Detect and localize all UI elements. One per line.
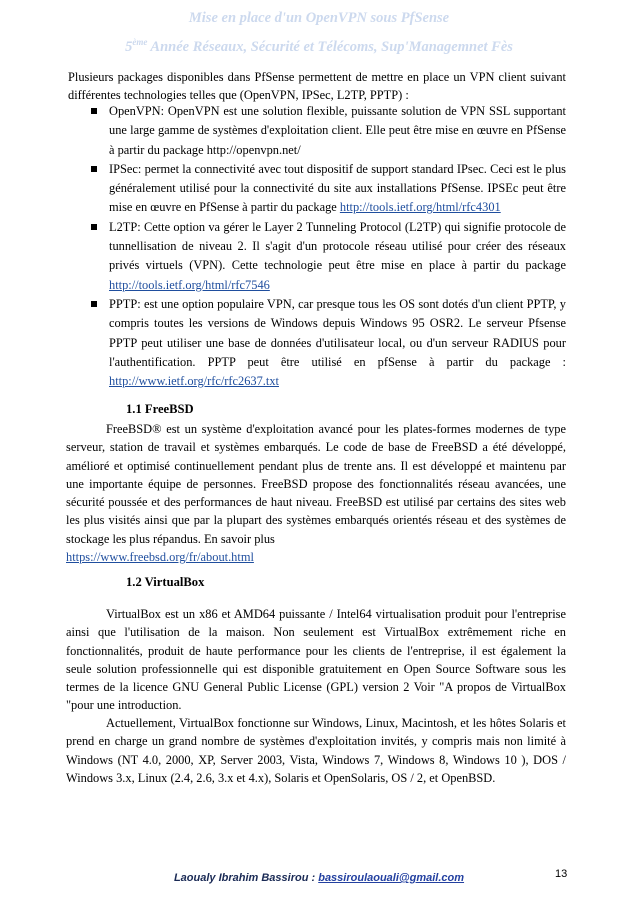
page-number: 13 (555, 868, 568, 880)
header-title: Mise en place d'un OpenVPN sous PfSense (188, 10, 450, 26)
list-item-text: IPSec: permet la connectivité avec tout dispositif de support standard IPsec. Ceci est le plus généralement utilisé pour la connectivité du site aux installations PfSense. IPSEc peut être mise en œuvre en PfSense à partir du package (109, 161, 566, 215)
list-item (87, 295, 566, 391)
virtualbox-paragraph-2 (66, 714, 566, 787)
section-heading-virtualbox: 1.2 VirtualBox (126, 575, 205, 589)
intro-paragraph: Plusieurs packages disponibles dans PfSense permettent de mettre en place un VPN client suivant différentes technologies telles que (OpenVPN, IPSec, L2TP, PPTP) : (68, 70, 566, 103)
list-item (87, 218, 566, 295)
footer-author: Laoualy Ibrahim Bassirou : (173, 872, 319, 884)
list-item (87, 160, 566, 218)
list-item-text: PPTP: est une option populaire VPN, car presque tous les OS sont dotés d'un client PPTP, y compris toutes les versions de Windows depuis Windows 95 OSR2. Le serveur Pfsense PPTP peut utiliser une base de données d'utilisateur local, ou d'un serveur RADIUS pour l'authentification. PPTP peut être utilisé en pfSense à partir du package : (109, 296, 566, 369)
virtualbox-text-2: Actuellement, VirtualBox fonctionne sur Windows, Linux, Macintosh, et les hôtes Solaris et prend en charge un grand nombre de systèmes d'exploitation invités, y compris mais non limité à Windows (NT 4.0, 2000, XP, Server 2003, Vista, Windows 7, Windows 8, Windows 10 ), DOS / Windows 3.x, Linux (2.4, 2.6, 3.x et 4.x), Solaris et OpenSolaris, OS / 2, et OpenBSD. (66, 716, 566, 785)
virtualbox-text-1: VirtualBox est un x86 et AMD64 puissante / Intel64 virtualisation produit pour l'entreprise ainsi que l'utilisation de la maison. Non seulement est VirtualBox extrêmement riche en fonctionnalités, produit de haute performance pour les clients de l'entreprise, il est également la seule solution professionnelle qui est disponible gratuitement en Open Source Software sous les termes de la licence GNU General Public License (GPL) version 2 Voir "A propos de VirtualBox "pour une introduction. (66, 607, 566, 713)
header-program: Année Réseaux, Sécurité et Télécoms, Sup'Managemnet Fès (147, 38, 513, 55)
list-item-link[interactable]: http://tools.ietf.org/html/rfc7546 (109, 277, 270, 292)
freebsd-paragraph (66, 420, 566, 566)
list-item-link[interactable]: http://tools.ietf.org/html/rfc4301 (339, 200, 501, 215)
page-footer (0, 872, 638, 884)
vpn-technologies-list (87, 102, 566, 391)
header-year-suffix: ème (132, 37, 148, 47)
list-item-text: OpenVPN: OpenVPN est une solution flexible, puissante solution de VPN SSL supportant une large gamme de systèmes d'exploitation client. Elle peut être mise en œuvre en PfSense à partir du package http://openvpn.net/ (109, 104, 566, 157)
list-item-link[interactable]: http://www.ietf.org/rfc/rfc2637.txt (109, 374, 279, 389)
list-item (87, 102, 566, 160)
freebsd-link[interactable]: https://www.freebsd.org/fr/about.html (66, 550, 254, 565)
section-heading-freebsd: 1.1 FreeBSD (126, 402, 194, 416)
header-subtitle (0, 37, 638, 56)
footer-email-link[interactable]: bassiroulaouali@gmail.com (318, 872, 465, 884)
virtualbox-paragraph-1 (66, 605, 566, 715)
freebsd-text: FreeBSD® est un système d'exploitation avancé pour les plates-formes modernes de type serveur, station de travail et systèmes embarqués. Le code de base de FreeBSD a été développé, amélioré et optimisé continuellement pendant plus de trente ans. Il est développé et maintenu par une importante équipe de personnes. FreeBSD propose des fonctionnalités réseau avancées, une sécurité poussée et des performances de haut niveau. FreeBSD est utilisé par certains des sites web les plus visités ainsi que par la plupart des systèmes embarqués orientés réseau et des systèmes de stockage les plus répandus. En savoir plus (66, 422, 566, 546)
header-year: 5 (125, 38, 133, 55)
list-item-text: L2TP: Cette option va gérer le Layer 2 Tunneling Protocol (L2TP) qui signifie protocole de tunnellisation de niveau 2. Il s'agit d'un protocole réseau utilisé pour créer des réseaux privés virtuels (VPN). Cette technologie peut être mise en place à partir du package (109, 219, 566, 273)
